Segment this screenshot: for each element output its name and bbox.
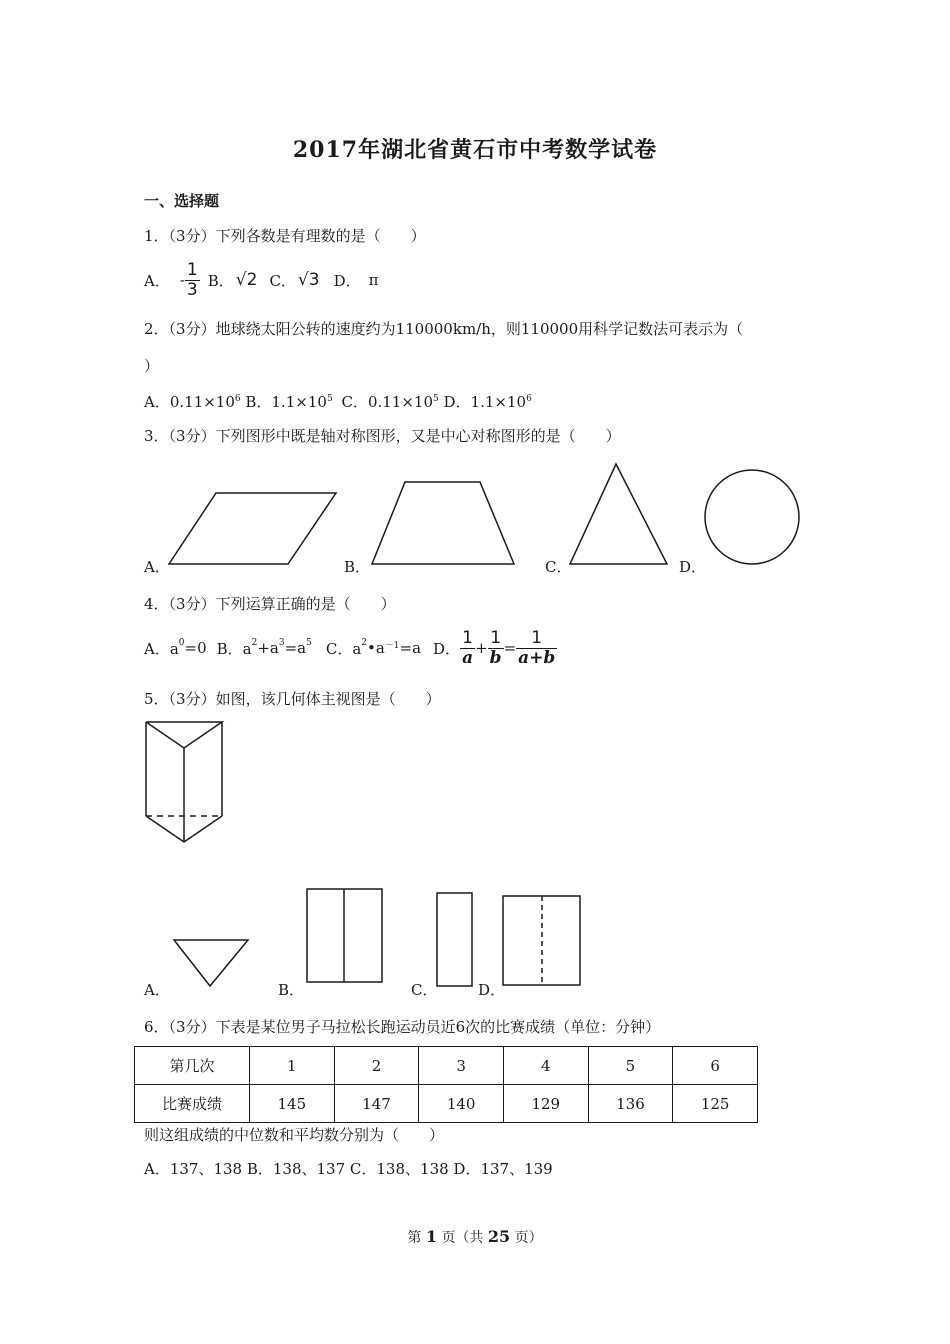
table-header-cell: 第几次 bbox=[135, 1047, 250, 1085]
q4-option-d-plus: + bbox=[475, 639, 488, 657]
q2-option-d-exponent: 6 bbox=[526, 394, 532, 404]
q3-label-d: D． bbox=[679, 558, 707, 576]
fraction-numerator: 1 bbox=[186, 259, 198, 280]
fraction-numerator: 1 bbox=[516, 629, 557, 649]
q5-label-a: A． bbox=[144, 981, 170, 999]
q4-option-c-mid: •a bbox=[367, 639, 385, 657]
q4-option-a: A．a bbox=[144, 639, 179, 658]
q3-label-a: A． bbox=[144, 558, 170, 576]
fraction-denominator: 3 bbox=[186, 279, 198, 300]
q4-d-fraction-3 bbox=[516, 629, 557, 667]
q2-option-a: A．0.11×10 bbox=[144, 393, 235, 411]
q4-option-c-exp1: 2 bbox=[361, 638, 367, 648]
question-4-options bbox=[144, 624, 557, 672]
q1-option-b-label: B． bbox=[207, 271, 234, 290]
table-row bbox=[135, 1085, 758, 1123]
q4-option-d-label: D． bbox=[433, 639, 461, 658]
q4-option-c: C．a bbox=[325, 639, 362, 658]
inverted-triangle-icon bbox=[172, 938, 250, 990]
table-cell: 147 bbox=[334, 1085, 419, 1123]
fraction-numerator: 1 bbox=[460, 629, 475, 649]
results-table bbox=[134, 1046, 758, 1123]
question-4-stem: 4．（3分）下列运算正确的是（ ） bbox=[144, 595, 396, 613]
section-heading: 一、选择题 bbox=[144, 192, 220, 210]
q4-option-c-exp2: －1 bbox=[384, 641, 400, 651]
circle-icon bbox=[703, 468, 803, 568]
question-3-stem: 3．（3分）下列图形中既是轴对称图形，又是中心对称图形的是（ ） bbox=[144, 427, 621, 445]
q1-option-d-value: π bbox=[368, 271, 379, 289]
table-cell: 1 bbox=[250, 1047, 335, 1085]
q2-option-d: D．1.1×10 bbox=[443, 393, 527, 411]
question-6-follow: 则这组成绩的中位数和平均数分别为（ ） bbox=[144, 1126, 445, 1144]
fraction-denominator: a bbox=[462, 647, 474, 668]
q4-option-b-exp2: 3 bbox=[278, 638, 285, 648]
q4-option-b-mid: +a bbox=[257, 639, 279, 657]
fraction-numerator: 1 bbox=[488, 629, 504, 649]
table-cell: 2 bbox=[334, 1047, 419, 1085]
narrow-rectangle-icon bbox=[436, 892, 474, 988]
table-cell: 5 bbox=[588, 1047, 673, 1085]
triangle-icon bbox=[568, 462, 670, 566]
q4-option-b-mid2: =a bbox=[284, 639, 307, 657]
question-1-options bbox=[144, 258, 378, 302]
q2-option-b: B．1.1×10 bbox=[245, 393, 327, 411]
table-cell: 4 bbox=[503, 1047, 588, 1085]
question-6-options: A．137、138 B．138、137 C．138、138 D．137、139 bbox=[144, 1160, 553, 1178]
q1-option-c-value: √3 bbox=[297, 270, 320, 290]
page-title: 2017年湖北省黄石市中考数学试卷 bbox=[292, 137, 658, 163]
question-2-options bbox=[144, 391, 532, 412]
q4-option-b: B．a bbox=[216, 639, 252, 658]
q4-option-b-exp3: 5 bbox=[306, 638, 312, 648]
question-5-stem: 5．（3分）如图，该几何体主视图是（ ） bbox=[144, 690, 441, 708]
q2-option-a-exponent: 6 bbox=[234, 394, 241, 404]
q4-option-a-exponent: 0 bbox=[178, 638, 185, 648]
footer-prefix: 第 bbox=[407, 1230, 422, 1246]
q1-option-a-sign: - bbox=[179, 271, 185, 289]
footer-mid: 页（共 bbox=[441, 1230, 484, 1246]
question-6-stem: 6．（3分）下表是某位男子马拉松长跑运动员近6次的比赛成绩（单位：分钟） bbox=[144, 1018, 661, 1036]
q3-label-b: B． bbox=[344, 558, 371, 576]
q4-d-fraction-2 bbox=[488, 629, 504, 667]
question-2-stem-line1: 2．（3分）地球绕太阳公转的速度约为110000km/h，则110000用科学记数法可表示为（ bbox=[144, 320, 744, 338]
footer-page-number: 1 bbox=[425, 1227, 437, 1246]
table-cell: 140 bbox=[419, 1085, 504, 1123]
q3-label-c: C． bbox=[545, 558, 572, 576]
q4-option-b-exp1: 2 bbox=[251, 638, 258, 648]
q4-option-a-rest: =0 bbox=[184, 639, 207, 657]
q4-option-d-equals: = bbox=[503, 639, 517, 657]
footer-suffix: 页） bbox=[514, 1230, 543, 1246]
table-cell: 3 bbox=[419, 1047, 504, 1085]
q2-option-c-exponent: 5 bbox=[433, 394, 439, 404]
q1-option-c-label: C． bbox=[269, 271, 296, 290]
table-row bbox=[135, 1047, 758, 1085]
two-rectangles-icon bbox=[306, 888, 384, 984]
fraction-denominator: a+b bbox=[518, 647, 556, 668]
table-cell: 6 bbox=[673, 1047, 758, 1085]
triangular-prism-figure bbox=[144, 720, 226, 846]
table-cell: 136 bbox=[588, 1085, 673, 1123]
question-1-stem: 1．（3分）下列各数是有理数的是（ ） bbox=[144, 227, 426, 245]
q1-option-a-label: A． bbox=[144, 271, 170, 290]
q5-label-b: B． bbox=[278, 981, 305, 999]
table-cell: 145 bbox=[250, 1085, 335, 1123]
q4-option-c-rest: =a bbox=[399, 639, 422, 657]
q5-label-c: C． bbox=[411, 981, 438, 999]
parallelogram-icon bbox=[168, 492, 338, 566]
q1-option-a-fraction bbox=[185, 261, 200, 299]
table-cell: 125 bbox=[673, 1085, 758, 1123]
q2-option-b-exponent: 5 bbox=[326, 394, 333, 404]
table-cell: 129 bbox=[503, 1085, 588, 1123]
table-header-cell: 比赛成绩 bbox=[135, 1085, 250, 1123]
q5-label-d: D． bbox=[478, 981, 506, 999]
page-footer bbox=[0, 1227, 950, 1247]
fraction-denominator: b bbox=[489, 647, 502, 668]
q2-option-c: C．0.11×10 bbox=[341, 393, 433, 411]
trapezoid-icon bbox=[370, 480, 516, 566]
q1-option-d-label: D． bbox=[333, 271, 361, 290]
q4-d-fraction-1 bbox=[460, 629, 475, 667]
q1-option-b-value: √2 bbox=[235, 270, 258, 290]
question-2-stem-line2: ） bbox=[144, 357, 160, 375]
rectangle-dashed-center-icon bbox=[502, 895, 582, 987]
footer-total-pages: 25 bbox=[487, 1227, 511, 1246]
